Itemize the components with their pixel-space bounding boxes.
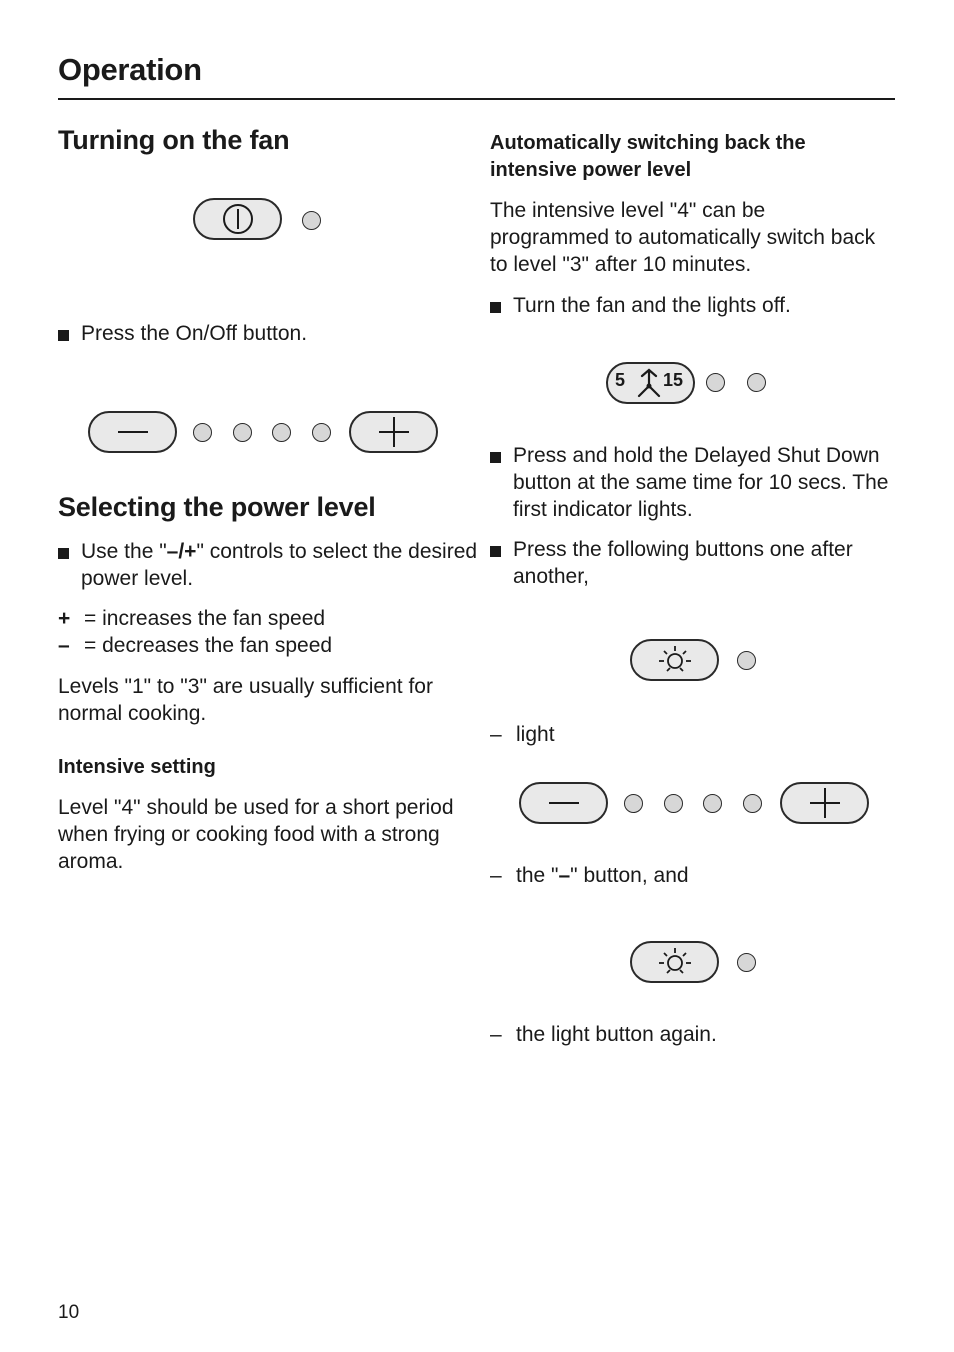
minus-button-2[interactable] bbox=[519, 782, 608, 824]
bullet-square-icon bbox=[490, 302, 501, 313]
level-indicator-2 bbox=[233, 423, 252, 442]
level-indicator-1 bbox=[193, 423, 212, 442]
level-indicator-2 bbox=[664, 794, 683, 813]
plus-icon bbox=[379, 417, 409, 447]
intensive-text: Level "4" should be used for a short period when frying or cooking food with a strong aroma. bbox=[58, 796, 454, 873]
sub-step-light: – light bbox=[490, 723, 555, 746]
plus-button-2[interactable] bbox=[780, 782, 869, 824]
step-press-hold: Press and hold the Delayed Shut Down button at the same time for 10 secs. The first indicator lights. bbox=[490, 442, 913, 523]
delay-indicator-1 bbox=[706, 373, 725, 392]
svg-text:5: 5 bbox=[614, 370, 625, 390]
bullet-square-icon bbox=[58, 548, 69, 559]
page-title: Operation bbox=[58, 52, 202, 87]
delayed-shutdown-button[interactable] bbox=[606, 362, 695, 404]
plus-button[interactable] bbox=[349, 411, 438, 453]
heading-turning-on: Turning on the fan bbox=[58, 125, 290, 155]
heading-auto-switch: Automatically switching back the intensive power level bbox=[490, 132, 806, 181]
minus-button[interactable] bbox=[88, 411, 177, 453]
step-press-on-off: Press the On/Off button. bbox=[58, 320, 307, 347]
plus-icon bbox=[810, 788, 840, 818]
level-indicator-3 bbox=[703, 794, 722, 813]
heading-intensive: Intensive setting bbox=[58, 756, 216, 778]
light-button-2[interactable] bbox=[630, 941, 719, 983]
heading-power-level: Selecting the power level bbox=[58, 492, 376, 522]
light-icon bbox=[655, 643, 695, 677]
minus-icon bbox=[549, 801, 579, 805]
bullet-square-icon bbox=[58, 330, 69, 341]
fan-timer-icon bbox=[611, 366, 691, 400]
sub-step-minus: – the "–" button, and bbox=[490, 864, 689, 887]
step-turn-off: Turn the fan and the lights off. bbox=[490, 292, 913, 319]
page-number: 10 bbox=[58, 1302, 80, 1323]
bullet-square-icon bbox=[490, 546, 501, 557]
step-press-following: Press the following buttons one after another, bbox=[490, 536, 913, 590]
delay-indicator-2 bbox=[747, 373, 766, 392]
auto-switch-intro: The intensive level "4" can be programmed to automatically switch back to level "3" after 10 minutes. bbox=[490, 199, 876, 276]
on-off-indicator bbox=[302, 211, 321, 230]
level-indicator-4 bbox=[312, 423, 331, 442]
legend-plus: + = increases the fan speed bbox=[58, 607, 326, 630]
light-icon bbox=[655, 945, 695, 979]
level-indicator-4 bbox=[743, 794, 762, 813]
light-indicator bbox=[737, 651, 756, 670]
levels-note: Levels "1" to "3" are usually sufficient for normal cooking. bbox=[58, 675, 433, 725]
level-indicator-1 bbox=[624, 794, 643, 813]
light-button[interactable] bbox=[630, 639, 719, 681]
level-indicator-3 bbox=[272, 423, 291, 442]
step-use-controls: Use the "–/+" controls to select the desired power level. bbox=[58, 538, 481, 592]
on-off-button[interactable] bbox=[193, 198, 282, 240]
bullet-square-icon bbox=[490, 452, 501, 463]
svg-text:15: 15 bbox=[662, 370, 683, 390]
minus-icon bbox=[118, 430, 148, 434]
title-rule bbox=[58, 98, 895, 100]
power-icon bbox=[221, 202, 255, 236]
legend-minus: – = decreases the fan speed bbox=[58, 634, 333, 657]
sub-step-light-again: – the light button again. bbox=[490, 1023, 717, 1046]
light-indicator-2 bbox=[737, 953, 756, 972]
